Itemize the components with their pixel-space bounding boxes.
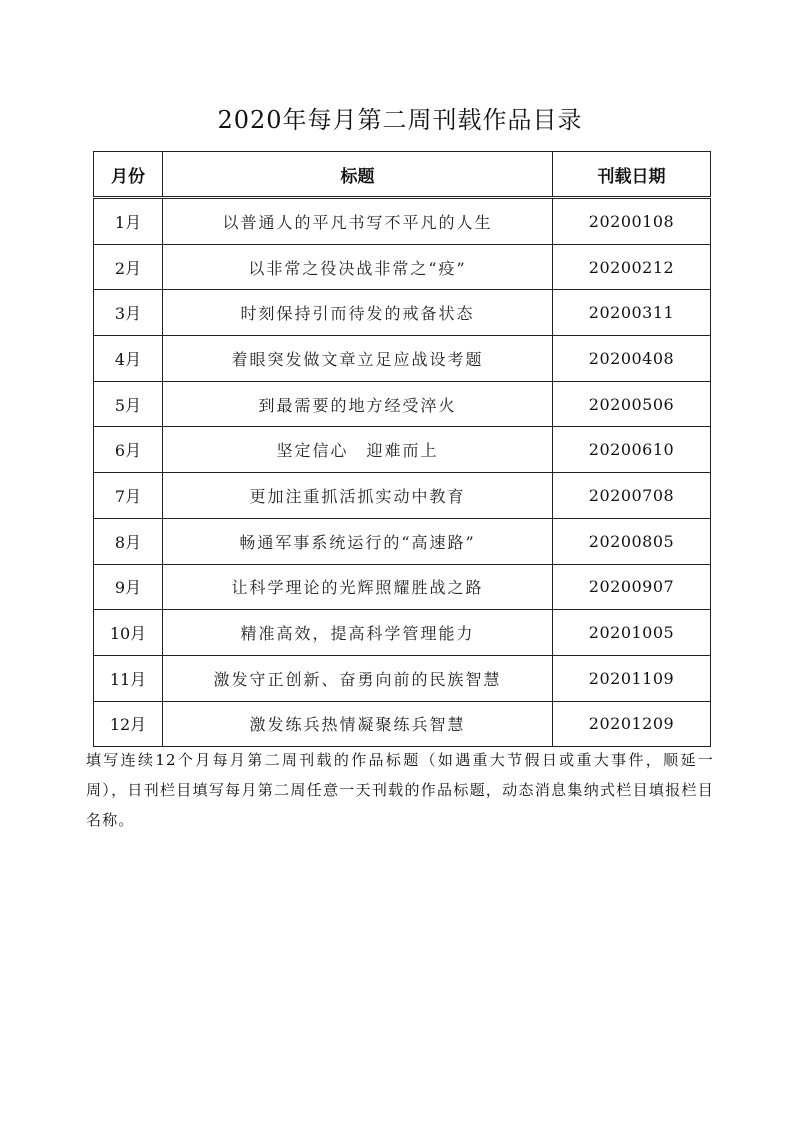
catalog-table — [93, 151, 711, 747]
row-month: 1月 — [94, 198, 163, 245]
row-title: 坚定信心 迎难而上 — [163, 427, 553, 473]
row-title: 以非常之役决战非常之“疫” — [163, 244, 553, 290]
row-month: 10月 — [94, 610, 163, 656]
row-month: 3月 — [94, 290, 163, 336]
footnote: 填写连续12个月每月第二周刊载的作品标题（如遇重大节假日或重大事件，顺延一周），日刊栏目填写每月第二周任意一天刊载的作品标题，动态消息集纳式栏目填报栏目名称。 — [86, 751, 714, 829]
row-date: 20200708 — [553, 473, 711, 519]
table-row — [94, 244, 711, 290]
row-date: 20201005 — [553, 610, 711, 656]
table-row — [94, 518, 711, 564]
table-row — [94, 564, 711, 610]
header-date: 刊载日期 — [553, 152, 711, 198]
row-month: 7月 — [94, 473, 163, 519]
row-month: 4月 — [94, 336, 163, 382]
table-row — [94, 381, 711, 427]
row-title: 时刻保持引而待发的戒备状态 — [163, 290, 553, 336]
row-month: 5月 — [94, 381, 163, 427]
row-date: 20200506 — [553, 381, 711, 427]
row-date: 20200212 — [553, 244, 711, 290]
row-title: 畅通军事系统运行的“高速路” — [163, 518, 553, 564]
row-month: 2月 — [94, 244, 163, 290]
row-date: 20200805 — [553, 518, 711, 564]
row-date: 20200311 — [553, 290, 711, 336]
table-row — [94, 290, 711, 336]
table-row — [94, 655, 711, 701]
page-title: 2020年每月第二周刊载作品目录 — [217, 106, 583, 134]
table-row — [94, 336, 711, 382]
row-month: 9月 — [94, 564, 163, 610]
row-title: 激发练兵热情凝聚练兵智慧 — [163, 701, 553, 747]
row-date: 20200108 — [553, 198, 711, 245]
row-title: 更加注重抓活抓实动中教育 — [163, 473, 553, 519]
row-month: 12月 — [94, 701, 163, 747]
row-date: 20201209 — [553, 701, 711, 747]
table-row — [94, 610, 711, 656]
row-date: 20200610 — [553, 427, 711, 473]
table-header-row — [94, 152, 711, 198]
table-row — [94, 427, 711, 473]
table-row — [94, 473, 711, 519]
row-month: 11月 — [94, 655, 163, 701]
row-month: 6月 — [94, 427, 163, 473]
header-title: 标题 — [163, 152, 553, 198]
table-row — [94, 198, 711, 245]
row-date: 20200907 — [553, 564, 711, 610]
row-title: 到最需要的地方经受淬火 — [163, 381, 553, 427]
header-month: 月份 — [94, 152, 163, 198]
row-title: 激发守正创新、奋勇向前的民族智慧 — [163, 655, 553, 701]
table-row — [94, 701, 711, 747]
row-title: 以普通人的平凡书写不平凡的人生 — [163, 198, 553, 245]
row-month: 8月 — [94, 518, 163, 564]
row-title: 着眼突发做文章立足应战设考题 — [163, 336, 553, 382]
row-date: 20201109 — [553, 655, 711, 701]
row-date: 20200408 — [553, 336, 711, 382]
row-title: 精准高效，提高科学管理能力 — [163, 610, 553, 656]
row-title: 让科学理论的光辉照耀胜战之路 — [163, 564, 553, 610]
